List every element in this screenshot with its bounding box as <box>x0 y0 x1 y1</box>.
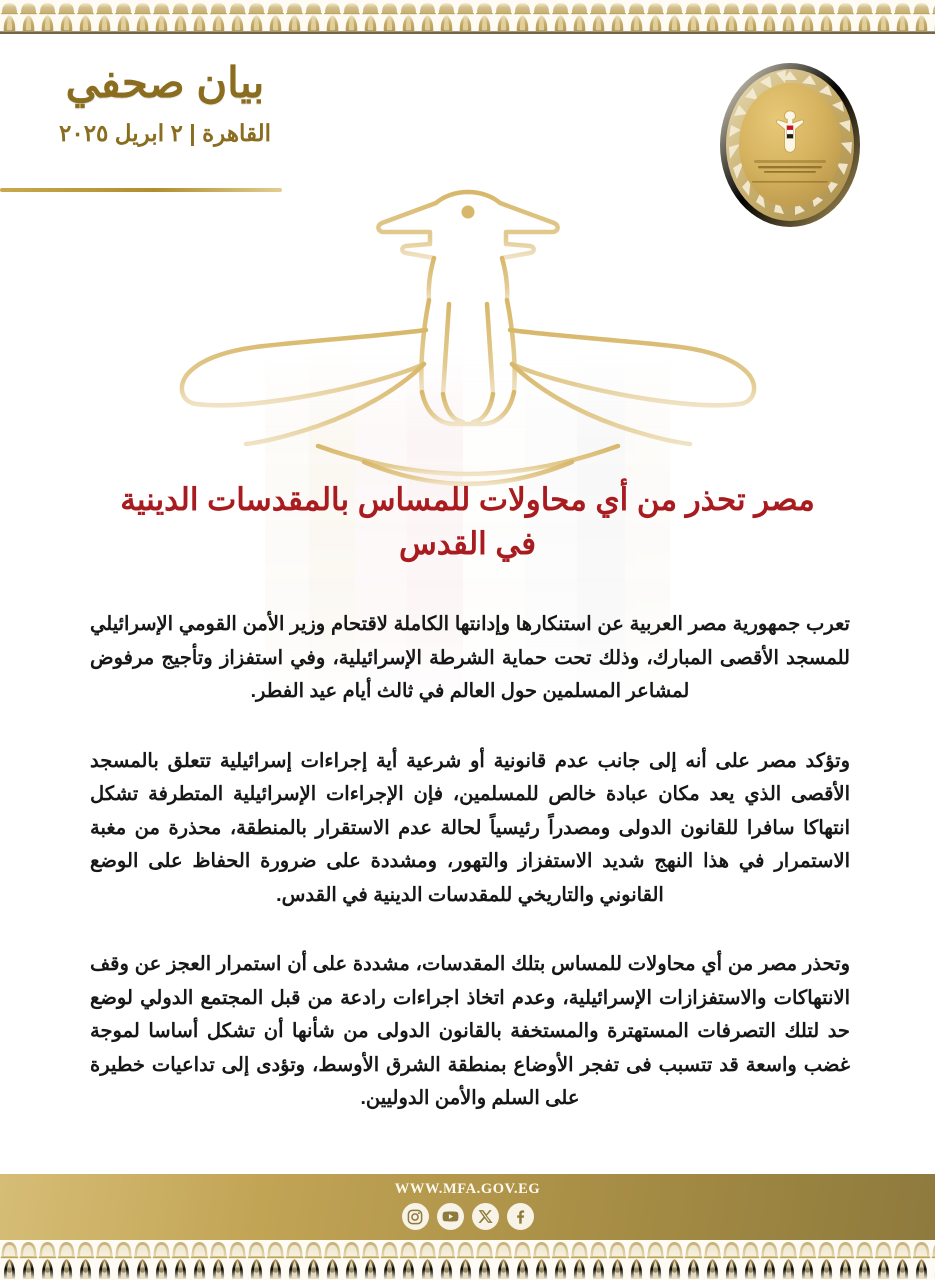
instagram-icon[interactable] <box>402 1203 429 1230</box>
ornamental-frieze-bottom <box>0 1240 935 1280</box>
statement-paragraph: تعرب جمهورية مصر العربية عن استنكارها وإدانتها الكاملة لاقتحام وزير الأمن القومي الإسرائيلي للمسجد الأقصى المبارك، وذلك تحت حماية الشرطة الإسرائيلية، وفي استفزاز وتأجيج مرفوض لمشاعر المسلمين حول العالم في ثالث أيام عيد الفطر. <box>90 613 850 703</box>
eagle-of-saladin-watermark <box>168 180 768 500</box>
facebook-icon[interactable] <box>507 1203 534 1230</box>
social-links <box>0 1203 935 1230</box>
statement-paragraph: وتحذر مصر من أي محاولات للمساس بتلك المقدسات، مشددة على أن استمرار العجز عن وقف الانتهاكات والاستفزازات الإسرائيلية، وعدم اتخاذ اجراءات رادعة من قبل المجتمع الدولي لوضع حد لتلك التصرفات المستهترة والمستخفة بالقانون الدولى من شأنها أن تشكل أساسا لموجة غضب واسعة قد تتسبب فى تفجر الأوضاع بمنطقة الشرق الأوسط، وتؤدى إلى تداعيات خطيرة على السلم والأمن الدوليين. <box>90 953 850 1110</box>
press-statement-kicker: بيان صحفي <box>65 59 265 106</box>
statement-body <box>90 608 850 1116</box>
document-footer <box>0 1174 935 1240</box>
ornamental-frieze-top <box>0 0 935 34</box>
statement-paragraph: وتؤكد مصر على أنه إلى جانب عدم قانونية أو شرعية أية إجراءات إسرائيلية تتعلق بالمسجد الأقصى الذي يعد مكان عبادة خالص للمسلمين، فإن الإجراءات الإسرائيلية المتطرفة تشكل انتهاكا سافرا للقانون الدولى ومصدراً رئيسياً لحالة عدم الاستقرار بالمنطقة، محذرة من مغبة الاستمرار في هذا النهج شديد الاستفزاز والتهور، ومشددة على ضرورة الحفاظ على الوضع القانوني والتاريخي للمقدسات الدينية في القدس. <box>90 749 850 906</box>
footer-website-url[interactable]: WWW.MFA.GOV.EG <box>394 1181 541 1197</box>
mfa-emblem <box>718 60 863 230</box>
youtube-icon[interactable] <box>437 1203 464 1230</box>
dateline: القاهرة | ٢ ابريل ٢٠٢٥ <box>58 120 271 146</box>
page-title: مصر تحذر من أي محاولات للمساس بالمقدسات الدينية في القدس <box>120 482 815 562</box>
x-twitter-icon[interactable] <box>472 1203 499 1230</box>
document-header <box>0 42 935 202</box>
header-divider-rule <box>0 188 282 192</box>
